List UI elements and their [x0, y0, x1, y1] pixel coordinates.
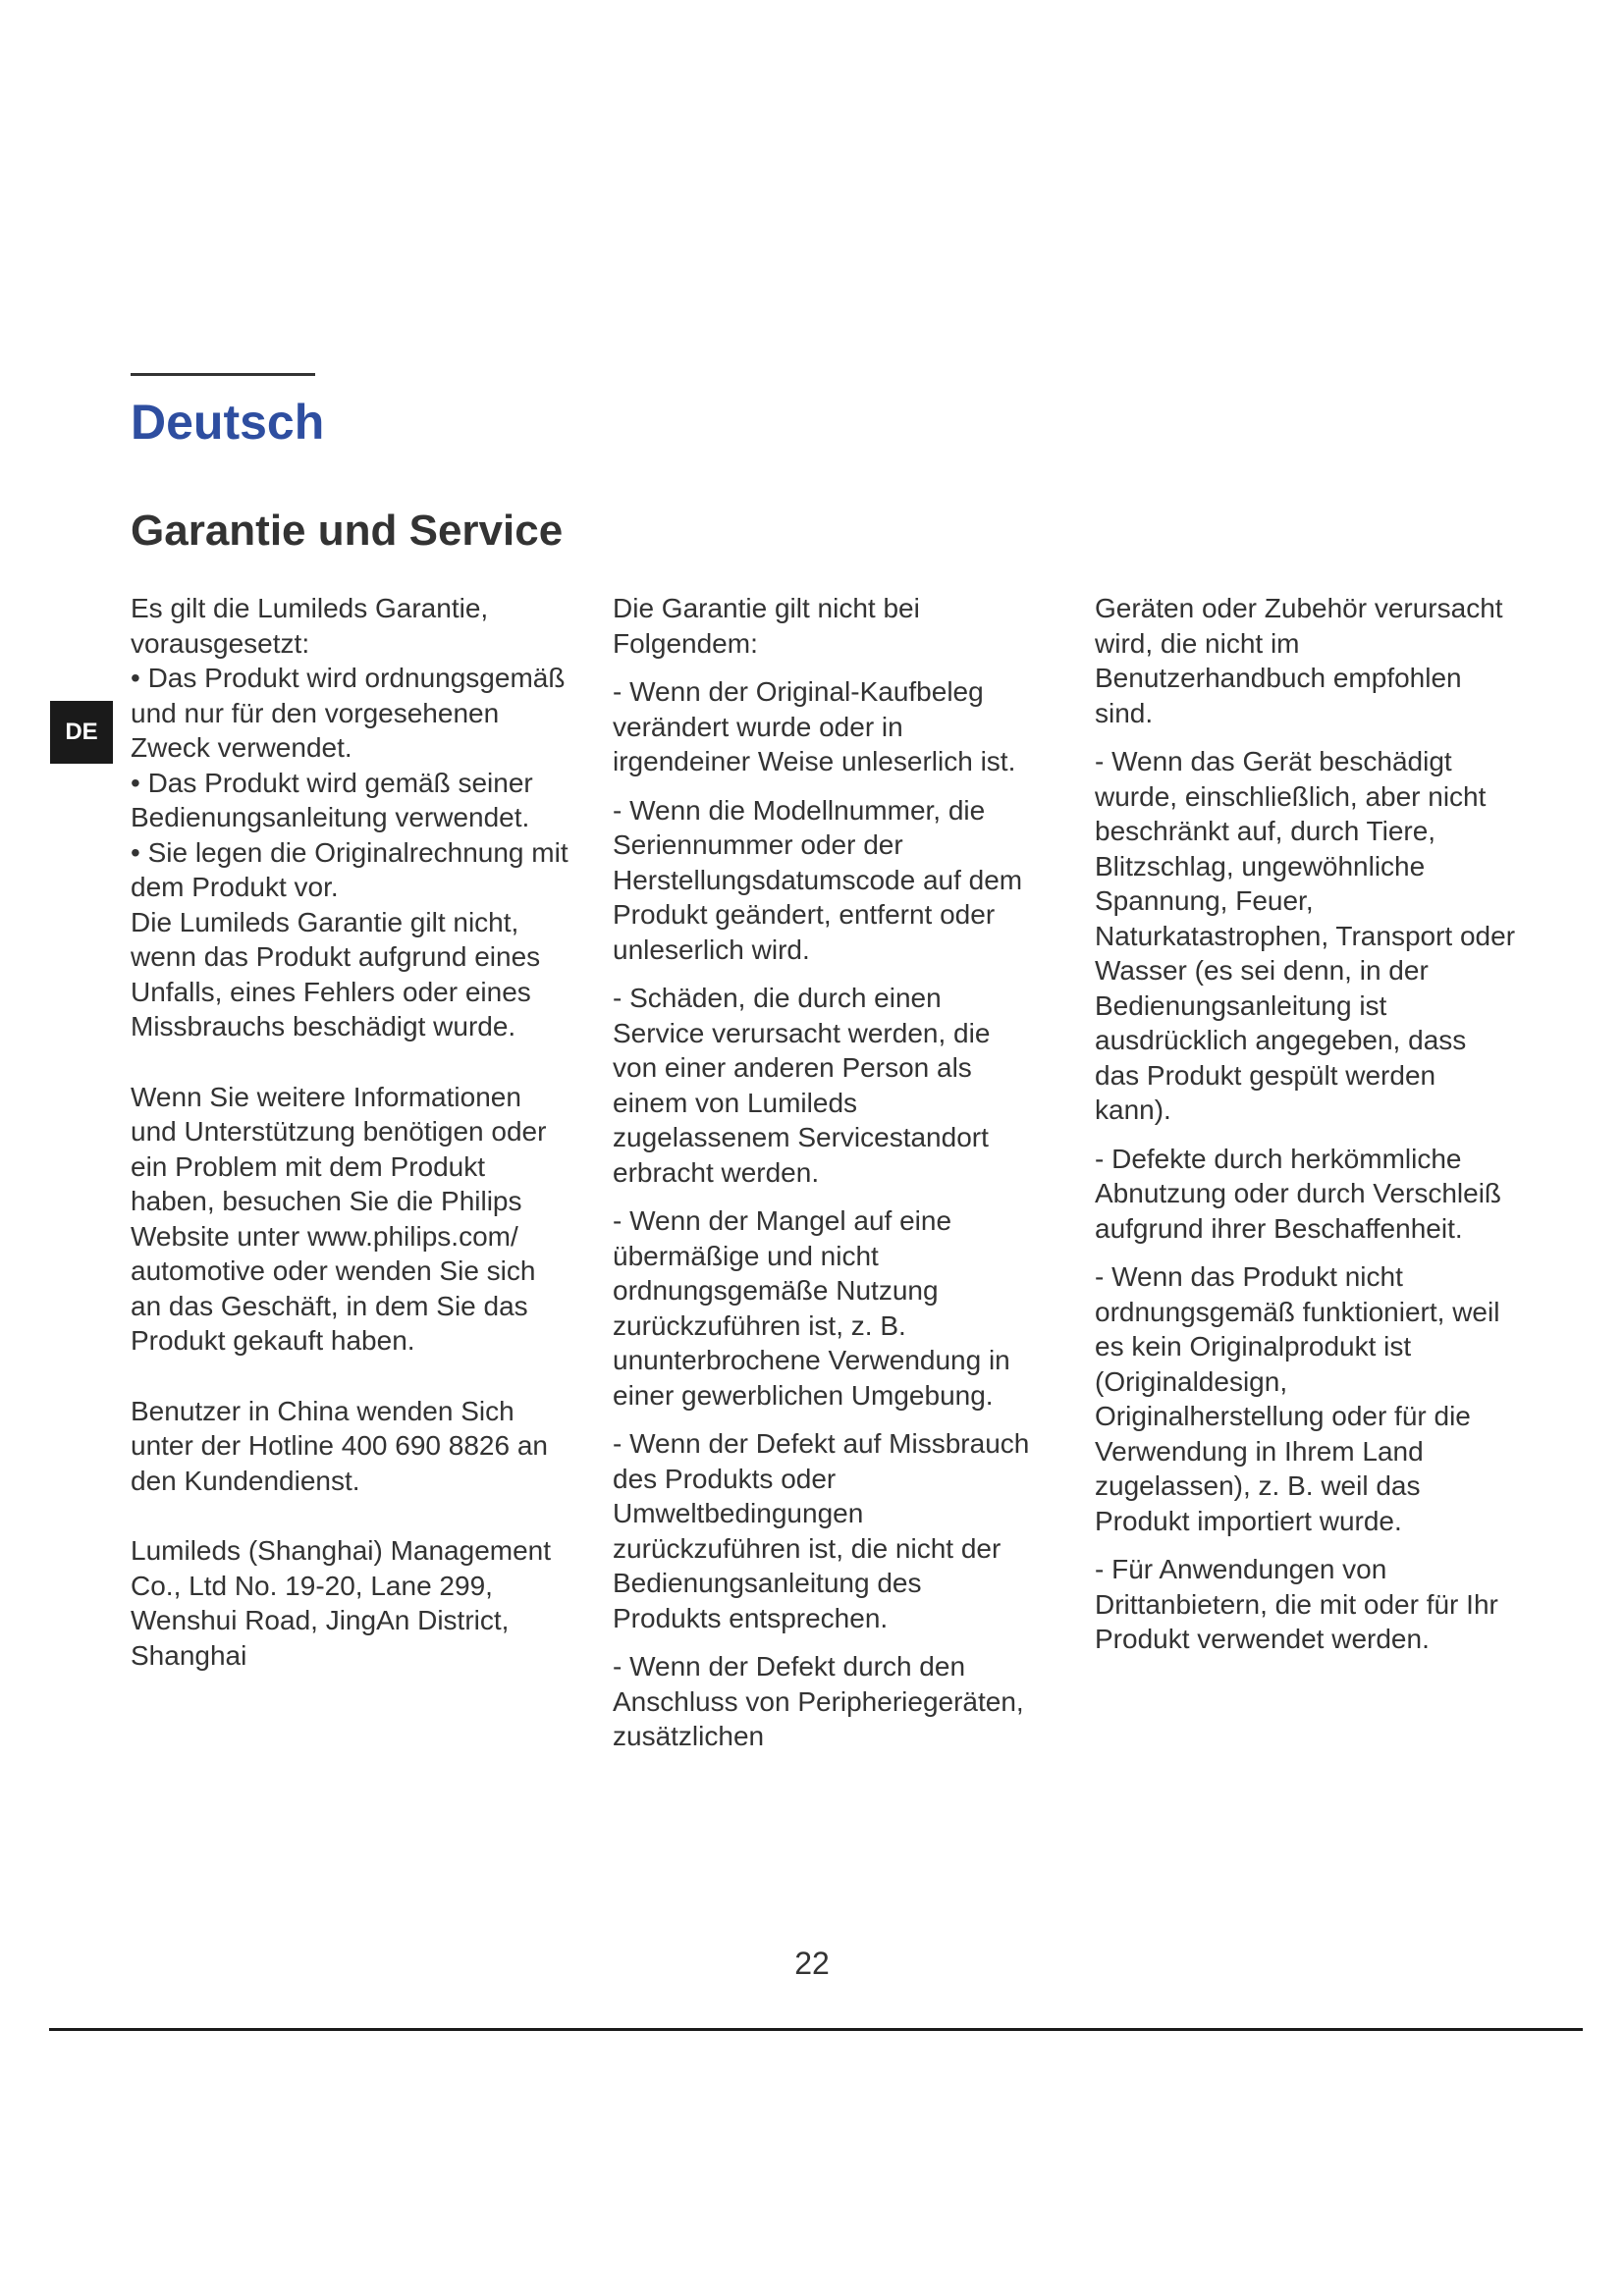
section-title: Garantie und Service: [131, 507, 564, 555]
paragraph: Wenn Sie weitere Informationen und Unterstützung benötigen oder ein Problem mit dem Produkt haben, besuchen Sie die Philips Website unter www.philips.com/ automotive oder wenden Sie sich an das Geschäft, in dem Sie das Produkt gekauft haben.: [131, 1081, 547, 1356]
list-item: - Wenn der Original-Kaufbeleg verändert wurde oder in irgendeiner Weise unleserlich ist.: [613, 676, 1016, 776]
address: Lumileds (Shanghai) Management Co., Ltd No. 19-20, Lane 299, Wenshui Road, JingAn District, Shanghai: [131, 1535, 552, 1671]
paragraph: Es gilt die Lumileds Garantie, vorausgesetzt:: [131, 593, 489, 659]
bullet-item: • Sie legen die Originalrechnung mit dem Produkt vor.: [131, 836, 568, 902]
paragraph: Die Garantie gilt nicht bei Folgendem:: [613, 593, 920, 659]
column-3: [1095, 591, 1517, 1657]
list-item: - Wenn der Defekt auf Missbrauch des Produkts oder Umweltbedingungen zurückzuführen ist, die nicht der Bedienungsanleitung des Produkts entsprechen.: [613, 1428, 1030, 1633]
list-item: - Für Anwendungen von Drittanbietern, die mit oder für Ihr Produkt verwendet werden.: [1095, 1554, 1498, 1654]
list-item: - Wenn das Produkt nicht ordnungsgemäß funktioniert, weil es kein Originalprodukt ist (Originaldesign, Originalherstellung oder für die Verwendung in Ihrem Land zugelassen), z. B. weil das Produkt importiert wurde.: [1095, 1261, 1500, 1536]
list-item: - Schäden, die durch einen Service verursacht werden, die von einer anderen Person als einem von Lumileds zugelassenem Servicestandort erbracht werden.: [613, 983, 991, 1188]
bullet-item: • Das Produkt wird gemäß seiner Bedienungsanleitung verwendet.: [131, 767, 533, 832]
list-item: - Defekte durch herkömmliche Abnutzung oder durch Verschleiß aufgrund ihrer Beschaffenheit.: [1095, 1143, 1502, 1244]
page-number: 22: [794, 1946, 830, 1981]
list-item: - Wenn die Modellnummer, die Seriennummer oder der Herstellungsdatumscode auf dem Produkt geändert, entfernt oder unleserlich wird.: [613, 794, 1023, 965]
bottom-divider: [49, 2028, 1583, 2031]
language-heading: Deutsch: [131, 395, 325, 450]
bullet-item: • Das Produkt wird ordnungsgemäß und nur für den vorgesehenen Zweck verwendet.: [131, 663, 566, 763]
column-2: [613, 591, 1035, 1754]
list-item: - Wenn der Defekt durch den Anschluss von Peripheriegeräten, zusätzlichen: [613, 1651, 1024, 1751]
column-1: [131, 591, 572, 1673]
paragraph: Geräten oder Zubehör verursacht wird, die nicht im Benutzerhandbuch empfohlen sind.: [1095, 593, 1503, 728]
list-item: - Wenn der Mangel auf eine übermäßige und nicht ordnungsgemäße Nutzung zurückzuführen ist, z. B. ununterbrochene Verwendung in einer gewerblichen Umgebung.: [613, 1205, 1010, 1411]
language-tab: DE: [50, 701, 113, 764]
paragraph: Die Lumileds Garantie gilt nicht, wenn das Produkt aufgrund eines Unfalls, eines Fehlers oder eines Missbrauchs beschädigt wurde.: [131, 906, 541, 1041]
top-divider: [131, 373, 315, 376]
list-item: - Wenn das Gerät beschädigt wurde, einschließlich, aber nicht beschränkt auf, durch Tiere, Blitzschlag, ungewöhnliche Spannung, Feuer, Naturkatastrophen, Transport oder Wasser (es sei denn, in der Bedienungsanleitung ist ausdrücklich angegeben, dass das Produkt gespült werden kann).: [1095, 746, 1516, 1125]
paragraph: Benutzer in China wenden Sich unter der Hotline 400 690 8826 an den Kundendienst.: [131, 1395, 548, 1496]
